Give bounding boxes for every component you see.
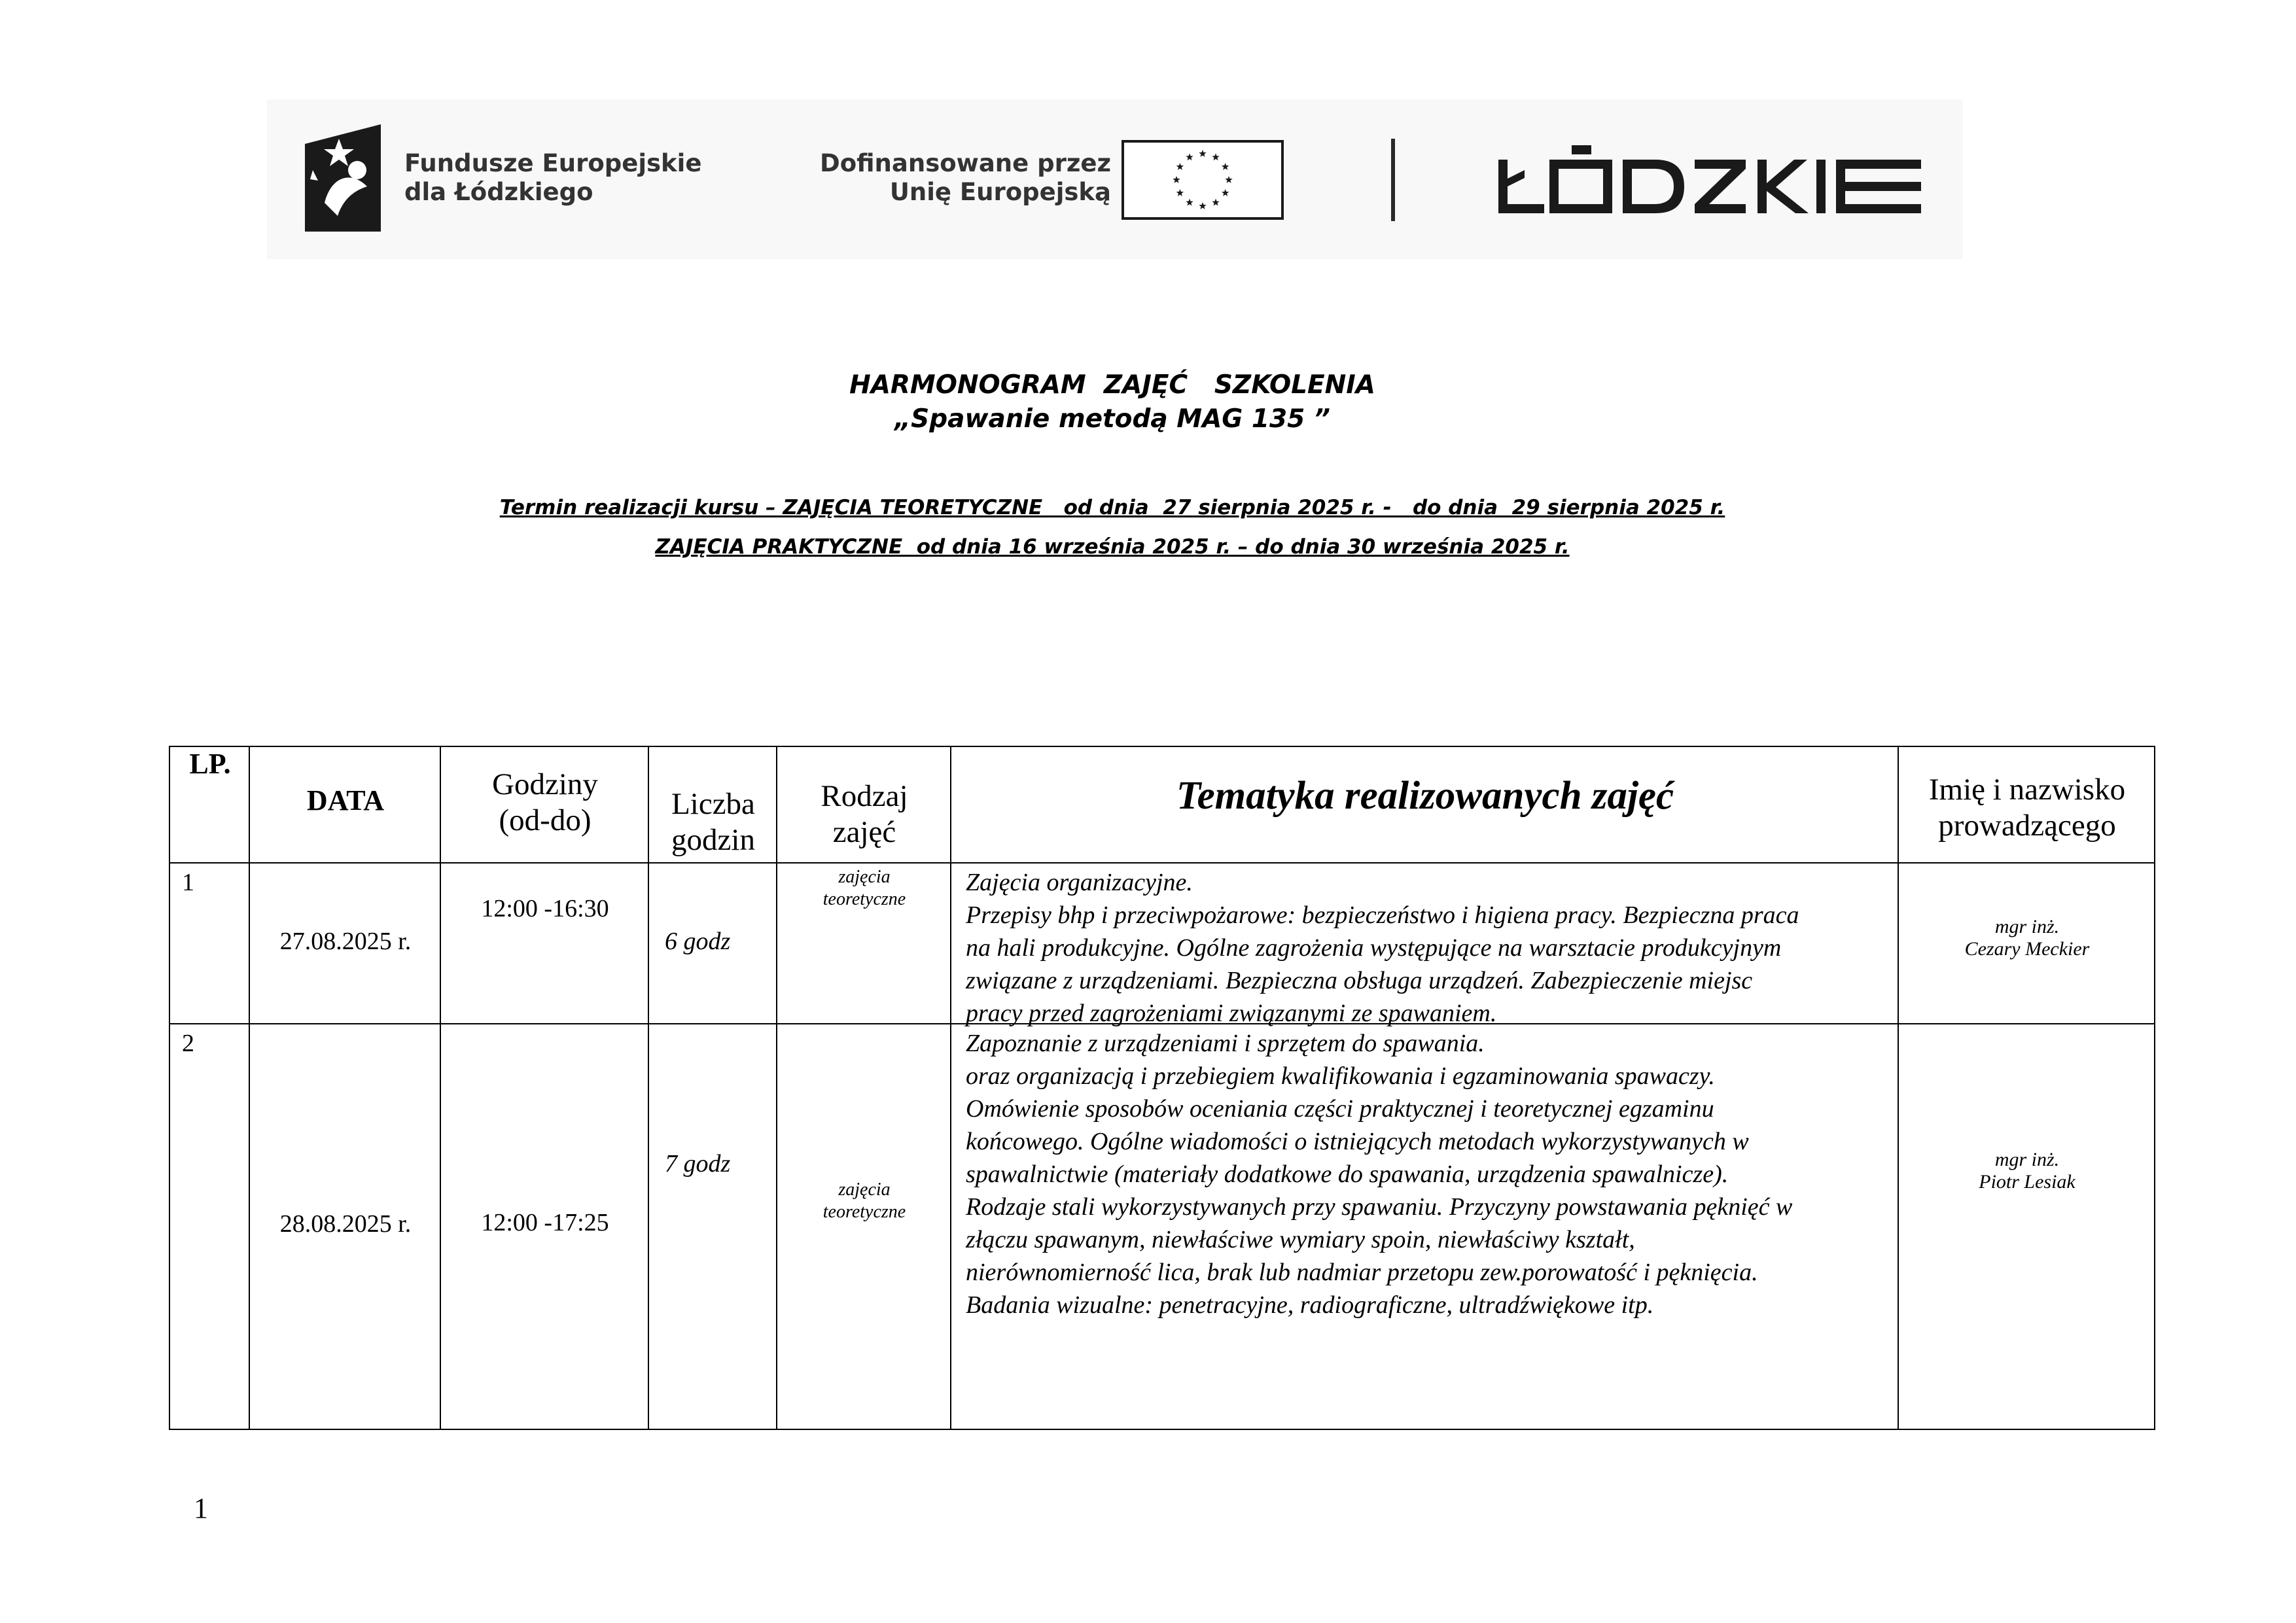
table-row [169, 1024, 2155, 1429]
row2-date: 28.08.2025 r. [279, 1210, 412, 1238]
header-topic: Tematyka realizowanych zajęć [1176, 774, 1674, 818]
eu-flag-icon [1122, 140, 1284, 220]
lodzkie-logo-icon [1498, 145, 1921, 217]
row2-topic [951, 1024, 1926, 1429]
row1-count-cell [648, 863, 777, 1024]
practical-term-line: ZAJĘCIA PRAKTYCZNE od dnia 16 września 2025 r. – do dnia 30 września 2025 r. [655, 535, 1570, 559]
row1-topic-line: na hali produkcyjne. Ogólne zagrożenia występujące na warsztacie produkcyjnym [966, 934, 1782, 962]
header-date: DATA [306, 784, 385, 816]
header-lecturer-cell [1898, 746, 2155, 863]
cofinanced-line-1: Dofinansowane przez [819, 149, 1111, 177]
row1-lp-cell [169, 863, 249, 1024]
schedule-table [169, 746, 2155, 1430]
row1-lecturer-name: Cezary Meckier [1964, 938, 2090, 960]
fundusze-europejskie-logo-icon [305, 124, 381, 232]
row2-topic-cell [951, 1024, 1898, 1429]
course-name: „Spawanie metodą MAG 135 ” [894, 404, 1330, 434]
header-type-line-2: zajęć [832, 815, 896, 849]
header-type-cell [777, 746, 951, 863]
row2-hours-cell [440, 1024, 648, 1429]
row2-lecturer-name: Piotr Lesiak [1979, 1171, 2075, 1193]
table-header-row [169, 746, 2155, 863]
header-hours-line-2: (od-do) [499, 803, 592, 837]
cofinanced-text [784, 149, 1111, 207]
row2-type-line-2: teoretyczne [822, 1202, 906, 1222]
row2-count: 7 godz [665, 1150, 731, 1178]
row1-topic-line: Przepisy bhp i przeciwpożarowe: bezpieczeństwo i higiena pracy. Bezpieczna praca [966, 901, 1799, 929]
row1-topic [951, 864, 1926, 1027]
row2-topic-line: nierównomierność lica, brak lub nadmiar przetopu zew.porowatość i pęknięcia. [966, 1259, 1758, 1286]
logo-separator [1391, 139, 1395, 221]
page-title: HARMONOGRAM ZAJĘĆ SZKOLENIA [849, 370, 1375, 400]
row1-type-line-2: teoretyczne [822, 889, 906, 909]
fe-line-2: dla Łódzkiego [404, 178, 593, 206]
logo-banner [267, 99, 1963, 259]
row1-lp: 1 [182, 869, 194, 896]
row2-lecturer-cell [1898, 1024, 2155, 1429]
row1-hours-cell [440, 863, 648, 1024]
row2-topic-line: Badania wizualne: penetracyjne, radiograficzne, ultradźwiękowe itp. [966, 1291, 1654, 1319]
row2-topic-line: oraz organizacją i przebiegiem kwalifikowania i egzaminowania spawaczy. [966, 1062, 1715, 1090]
row1-hours: 12:00 -16:30 [481, 895, 609, 922]
header-count-cell [648, 746, 777, 863]
row2-lecturer-title: mgr inż. [1994, 1149, 2060, 1170]
cofinanced-line-2: Unię Europejską [889, 178, 1111, 206]
page-number: 1 [194, 1492, 208, 1524]
fe-line-1: Fundusze Europejskie [404, 149, 702, 177]
row2-topic-line: spawalnictwie (materiały dodatkowe do spawania, urządzenia spawalnicze). [966, 1161, 1729, 1188]
header-lecturer-line-2: prowadzącego [1938, 809, 2116, 843]
header-type-line-1: Rodzaj [821, 779, 908, 813]
row1-type-line-1: zajęcia [838, 867, 891, 887]
header-topic-cell [951, 746, 1898, 863]
row2-topic-line: końcowego. Ogólne wiadomości o istniejących metodach wykorzystywanych w [966, 1128, 1749, 1155]
header-hours-cell [440, 746, 648, 863]
row1-topic-cell [951, 863, 1898, 1027]
row1-topic-line: pracy przed zagrożeniami związanymi ze spawaniem. [966, 1000, 1497, 1027]
row1-topic-line: Zajęcia organizacyjne. [966, 869, 1193, 896]
row2-topic-line: Zapoznanie z urządzeniami i sprzętem do spawania. [966, 1030, 1485, 1057]
row2-count-cell [648, 1024, 777, 1429]
row2-type-cell [777, 1024, 951, 1429]
header-lp: LP. [189, 748, 231, 780]
header-count-line-2: godzin [671, 823, 755, 857]
term-line: Termin realizacji kursu – ZAJĘCIA TEORETYCZNE od dnia 27 sierpnia 2025 r. - do dnia 29 sierpnia 2025 r. [499, 496, 1725, 519]
row1-date-cell [249, 863, 440, 1024]
header-lecturer-line-1: Imię i nazwisko [1928, 773, 2126, 807]
row1-topic-line: związane z urządzeniami. Bezpieczna obsługa urządzeń. Zabezpieczenie miejsc [966, 967, 1753, 994]
row2-date-cell [249, 1024, 440, 1429]
row1-lecturer-title: mgr inż. [1994, 916, 2060, 937]
header-date-cell [249, 746, 440, 863]
row2-topic-line: Rodzaje stali wykorzystywanych przy spawaniu. Przyczyny powstawania pęknięć w [966, 1193, 1793, 1221]
row2-topic-line: złączu spawanym, niewłaściwe wymiary spoin, niewłaściwy kształt, [966, 1226, 1635, 1253]
row2-type-line-1: zajęcia [838, 1179, 891, 1200]
fe-logo-text [404, 149, 701, 207]
row2-hours: 12:00 -17:25 [481, 1209, 609, 1236]
header-lp-cell [169, 746, 249, 863]
row1-date: 27.08.2025 r. [279, 928, 412, 955]
row1-type-cell [777, 863, 951, 1024]
row2-lp: 2 [182, 1030, 194, 1057]
row1-lecturer-cell [1898, 863, 2155, 1024]
row2-topic-line: Omówienie sposobów oceniania części praktycznej i teoretycznej egzaminu [966, 1095, 1714, 1123]
table-row [169, 863, 2155, 1024]
header-hours-line-1: Godziny [492, 767, 598, 801]
row2-lp-cell [169, 1024, 249, 1429]
row1-count: 6 godz [665, 928, 731, 955]
header-count-line-1: Liczba [671, 787, 755, 821]
